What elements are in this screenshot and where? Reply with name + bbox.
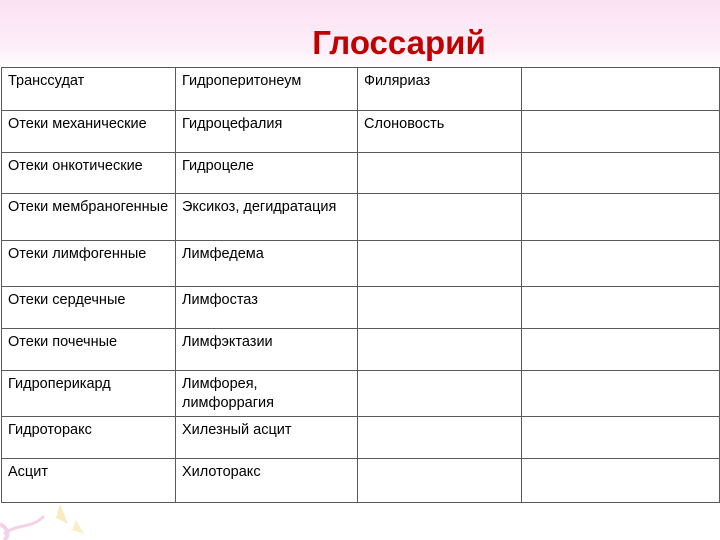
- table-row: [2, 194, 720, 241]
- table-cell: Транссудат: [2, 68, 176, 111]
- table-row: [2, 287, 720, 329]
- page-title: Глоссарий: [312, 24, 486, 61]
- table-cell: [358, 153, 522, 194]
- corner-decoration: [0, 494, 110, 540]
- table-cell: [358, 371, 522, 417]
- table-cell: [358, 194, 522, 241]
- table-cell: Хилезный асцит: [176, 417, 358, 459]
- table-cell: Лимфэктазии: [176, 329, 358, 371]
- table-cell: [522, 329, 720, 371]
- table-cell: Лимфорея, лимфоррагия: [176, 371, 358, 417]
- table-cell: Гидроцеле: [176, 153, 358, 194]
- table-cell: Отеки сердечные: [2, 287, 176, 329]
- table-cell: [522, 68, 720, 111]
- table-row: [2, 371, 720, 417]
- table-cell: Эксикоз, дегидратация: [176, 194, 358, 241]
- table-cell: [522, 153, 720, 194]
- table-cell: Отеки почечные: [2, 329, 176, 371]
- table-row: [2, 111, 720, 153]
- table-cell: [522, 287, 720, 329]
- table-cell: [522, 194, 720, 241]
- table-cell: Отеки мембраногенные: [2, 194, 176, 241]
- table-row: [2, 68, 720, 111]
- table-cell: Гидроцефалия: [176, 111, 358, 153]
- glossary-table: [1, 67, 720, 503]
- table-row: [2, 153, 720, 194]
- table-cell: Отеки онкотические: [2, 153, 176, 194]
- table-cell: Лимфедема: [176, 241, 358, 287]
- table-cell: Хилоторакс: [176, 459, 358, 503]
- table-cell: [522, 459, 720, 503]
- table-cell: Лимфостаз: [176, 287, 358, 329]
- table-cell: [522, 111, 720, 153]
- table-row: [2, 329, 720, 371]
- table-cell: Слоновость: [358, 111, 522, 153]
- table-cell: Филяриаз: [358, 68, 522, 111]
- table-cell: [522, 241, 720, 287]
- table-cell: [358, 459, 522, 503]
- table-cell: Асцит: [2, 459, 176, 503]
- table-cell: [358, 417, 522, 459]
- table-cell: [358, 329, 522, 371]
- table-row: [2, 417, 720, 459]
- table-cell: [522, 371, 720, 417]
- table-cell: Отеки лимфогенные: [2, 241, 176, 287]
- table-cell: Гидроперикард: [2, 371, 176, 417]
- table-cell: Гидроторакс: [2, 417, 176, 459]
- table-cell: [522, 417, 720, 459]
- table-cell: [358, 287, 522, 329]
- table-row: [2, 241, 720, 287]
- table-cell: [358, 241, 522, 287]
- table-cell: Отеки механические: [2, 111, 176, 153]
- table-cell: Гидроперитонеум: [176, 68, 358, 111]
